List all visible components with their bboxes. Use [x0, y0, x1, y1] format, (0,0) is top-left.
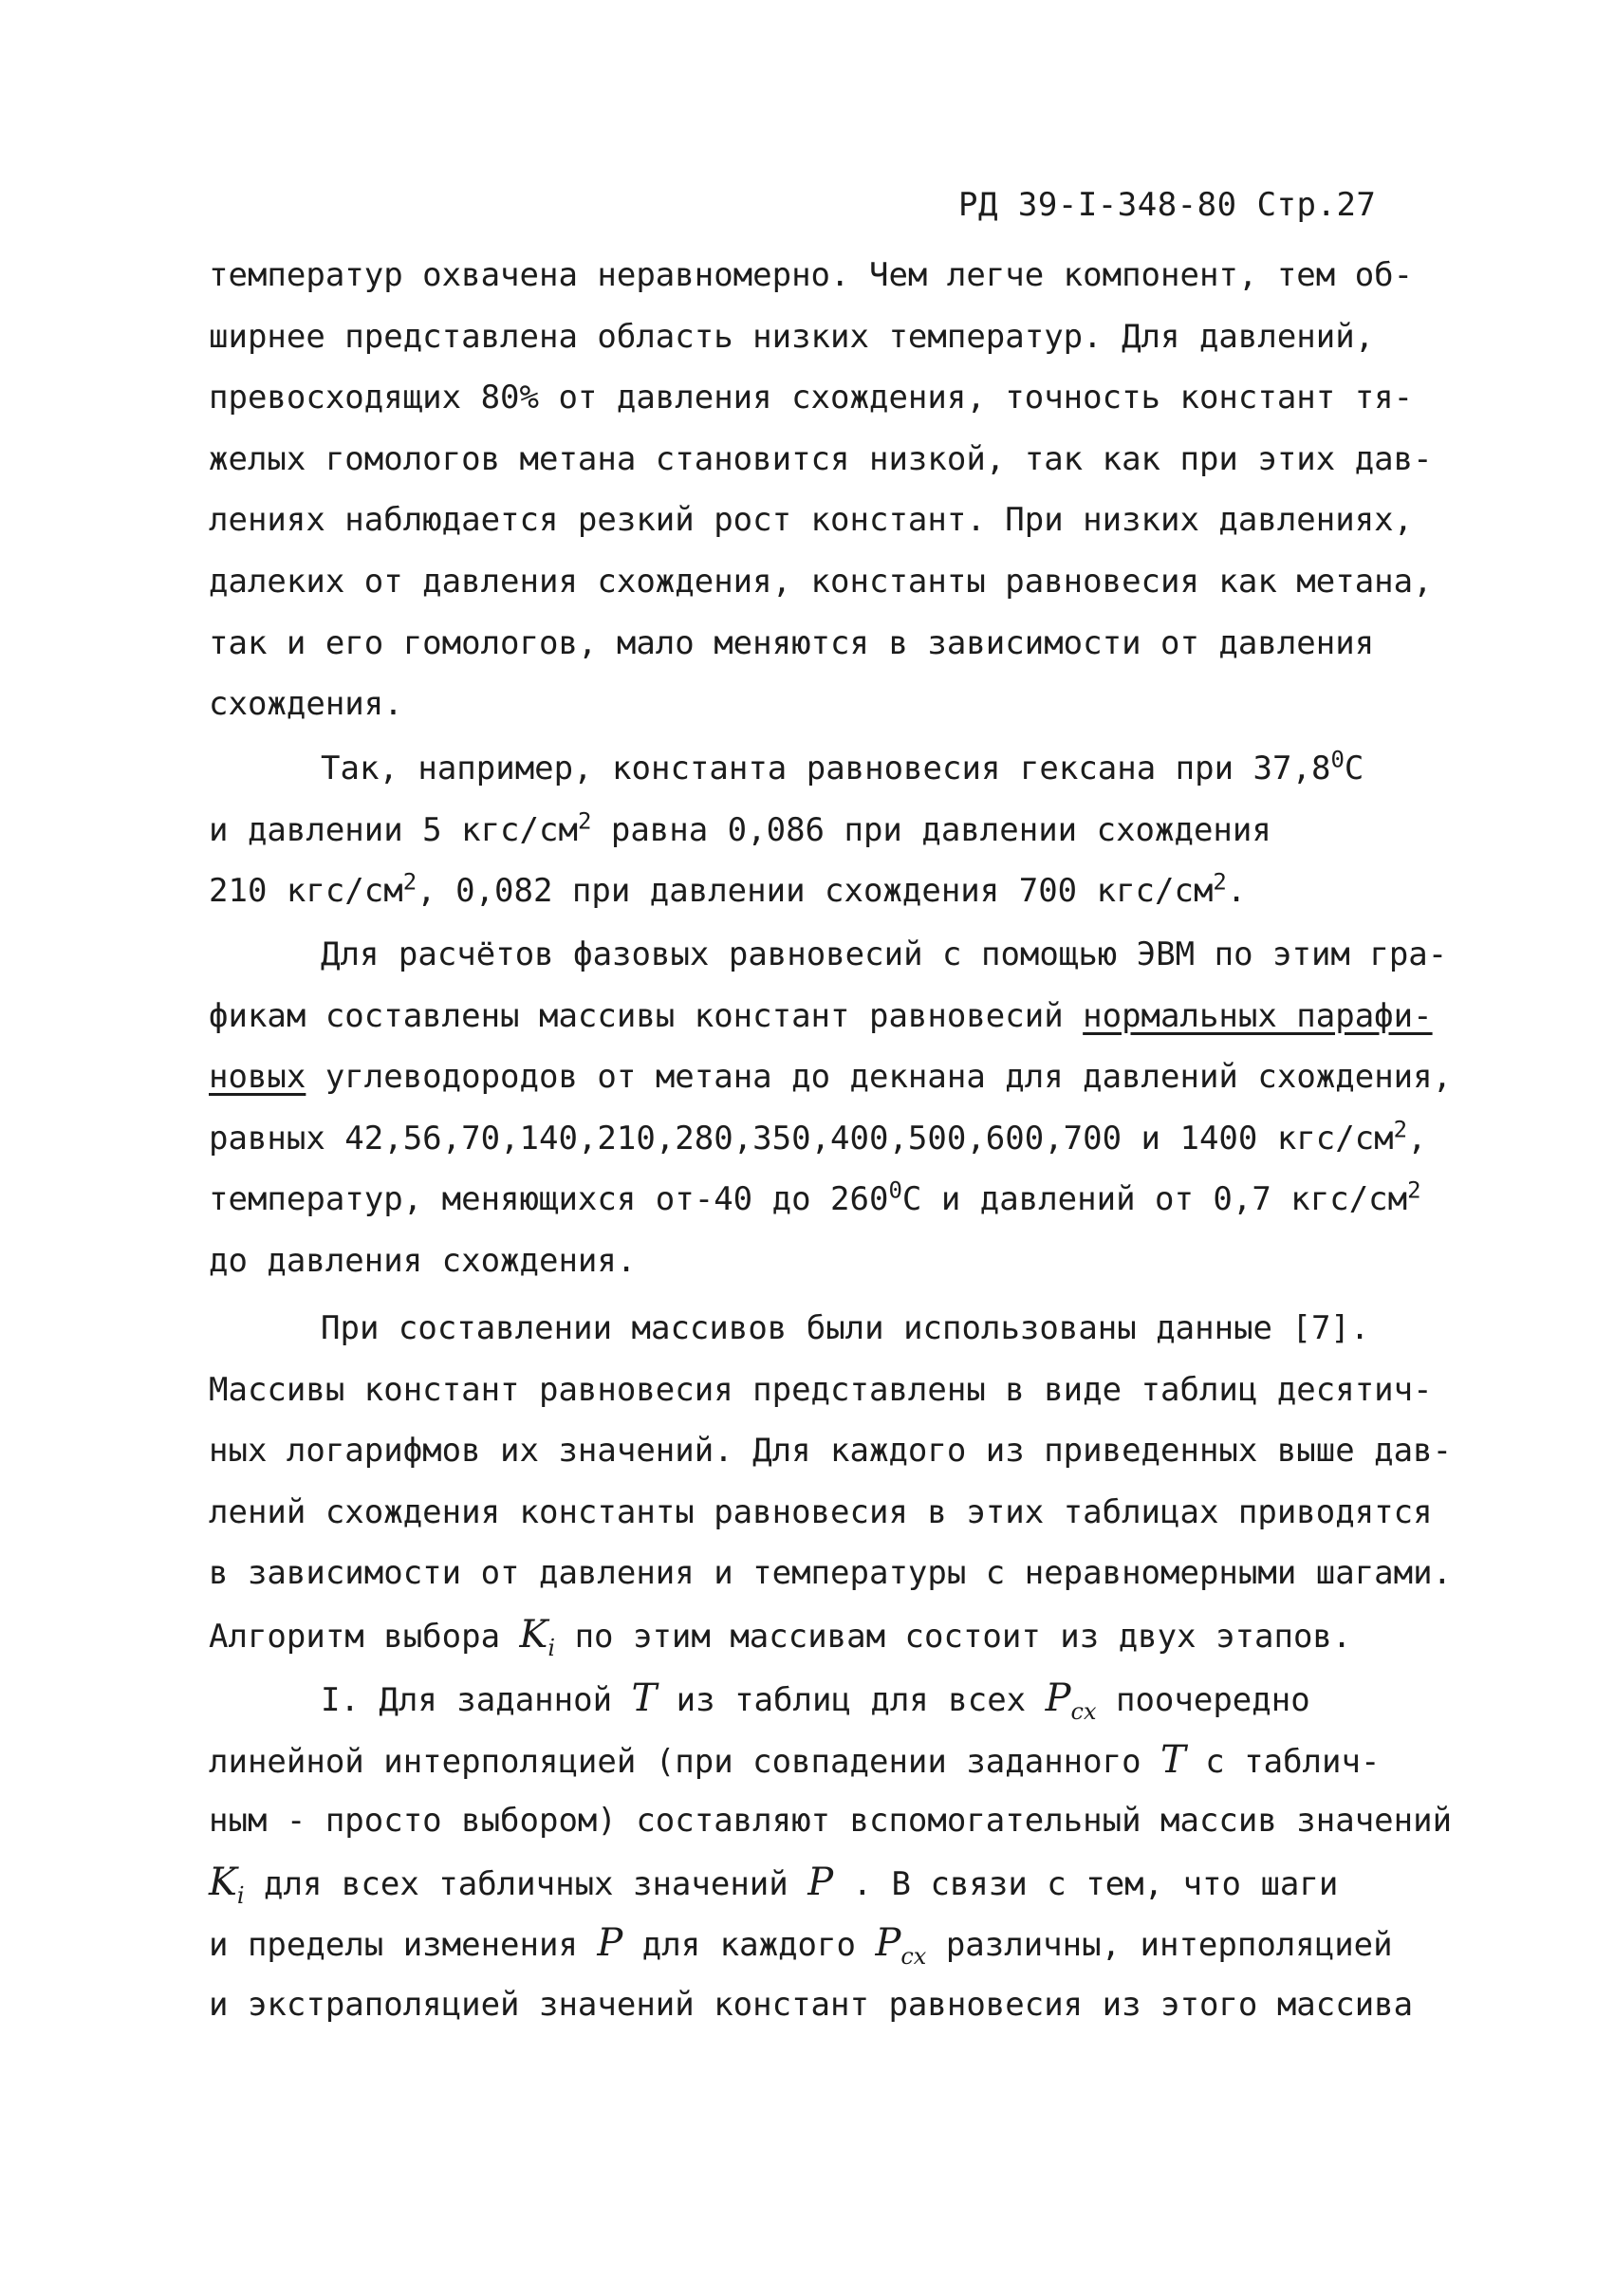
text-line: новых углеводородов от метана до декнана для давлений схождения, — [209, 1058, 1453, 1097]
text-line: температур охвачена неравномерно. Чем легче компонент, тем об- — [209, 256, 1414, 294]
p-sx-symbol: $P_{сх}$ — [875, 1921, 927, 1971]
text-line: $K_i$ для всех табличных значений P . В связи с тем, что шаги — [209, 1860, 1339, 1909]
text-line: линейной интерполяцией (при совпадении заданного T с таблич- — [209, 1737, 1381, 1782]
k-symbol: $K_i$ — [519, 1612, 556, 1661]
text-line: желых гомологов метана становится низкой, так как при этих дав- — [209, 439, 1433, 478]
page-number: Стр.27 — [1256, 186, 1377, 224]
text-line: далеких от давления схождения, константы равновесия как метана, — [209, 562, 1433, 601]
paragraph-4 — [209, 1298, 1453, 1666]
text-line: равных 42,56,70,140,210,280,350,400,500,600,700 и 1400 кгс/$см^2$, — [209, 1116, 1427, 1157]
p-symbol: P — [807, 1860, 834, 1904]
text-line: и пределы изменения P для каждого $P_{сх}$ различны, интерполяцией — [209, 1921, 1393, 1971]
text-line: ных логарифмов их значений. Для каждого из приведенных выше дав- — [209, 1432, 1453, 1471]
text-line: Для расчётов фазовых равновесий с помощью ЭВМ по этим гра- — [321, 935, 1448, 973]
text-line: ным - просто выбором) составляют вспомогательный массив значений — [209, 1802, 1453, 1841]
text-line: I. Для заданной T из таблиц для всех $P_{сх}$ поочередно — [321, 1676, 1310, 1725]
text-line: так и его гомологов, мало меняются в зависимости от давления — [209, 623, 1375, 662]
text-line: в зависимости от давления и температуры с неравномерными шагами. — [209, 1554, 1453, 1593]
document-code: РД 39-I-348-80 — [958, 186, 1237, 224]
text-line: превосходящих 80% от давления схождения, точность констант тя- — [209, 379, 1414, 417]
paragraph-1 — [209, 245, 1433, 735]
text-line: При составлении массивов были использованы данные [7]. — [321, 1309, 1370, 1347]
k-symbol: $K_i$ — [209, 1860, 245, 1909]
paragraph-5 — [209, 1668, 1453, 2036]
text-line: схождения. — [209, 685, 403, 724]
text-line: температур, меняющихся от-40 до $260^0С$ и давлений от 0,7 кгс/$см^2$ — [209, 1177, 1421, 1219]
text-line: лений схождения константы равновесия в этих таблицах приводятся — [209, 1492, 1433, 1531]
p-sx-symbol: $P_{сх}$ — [1045, 1676, 1097, 1725]
text-line: и экстраполяцией значений констант равновесия из этого массива — [209, 1985, 1414, 2024]
text-line: до давления схождения. — [209, 1241, 637, 1280]
text-line: и давлении 5 кгс/$см^2$ равна 0,086 при давлении схождения — [209, 807, 1271, 849]
text-line: Алгоритм выбора $K_i$ по этим массивам состоит из двух этапов. — [209, 1612, 1352, 1661]
paragraph-2 — [209, 738, 1433, 922]
text-line: лениях наблюдается резкий рост констант. При низких давлениях, — [209, 501, 1414, 540]
underlined-term: новых — [209, 1058, 306, 1097]
p-symbol: P — [597, 1921, 623, 1966]
page-header — [958, 186, 1376, 224]
text-line: 210 кгс/$см^2$, 0,082 при давлении схождения 700 кгс/$см^2$. — [209, 868, 1247, 911]
text-line: Массивы констант равновесия представлены в виде таблиц десятич- — [209, 1370, 1433, 1409]
text-line: фикам составлены массивы констант равновесий нормальных парафи- — [209, 996, 1433, 1035]
t-symbol: T — [631, 1676, 658, 1720]
text-line: ширнее представлена область низких температур. Для давлений, — [209, 317, 1375, 356]
underlined-term: нормальных парафи- — [1083, 996, 1433, 1035]
paragraph-3 — [209, 924, 1453, 1292]
t-symbol: T — [1160, 1737, 1186, 1782]
text-line: Так, например, константа равновесия гексана при 37,8$^0$С — [321, 746, 1364, 787]
